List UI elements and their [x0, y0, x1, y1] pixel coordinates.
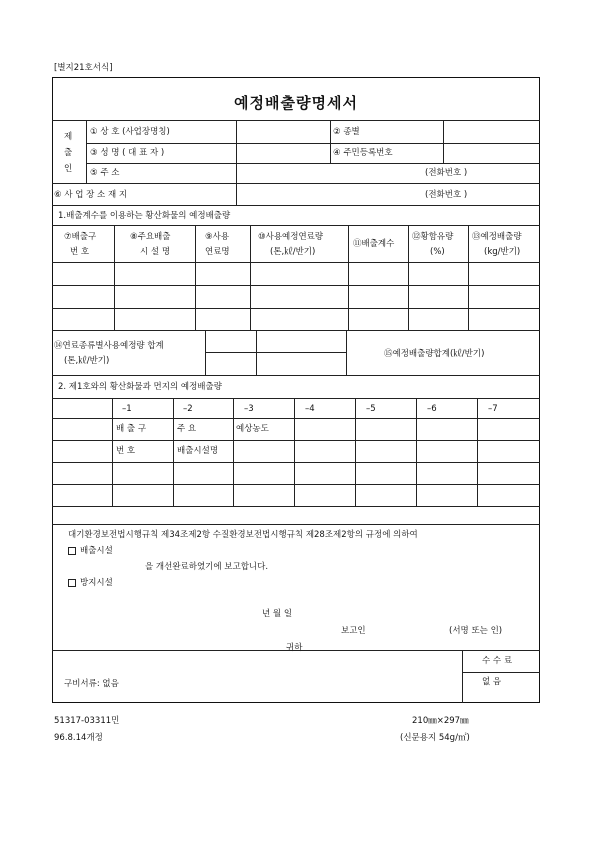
s2-col-1: –1 [122, 404, 132, 414]
s2-col-3: –3 [244, 404, 254, 414]
form-number: 51317-03311민 [54, 716, 120, 726]
option-discharge: 배출시설 [80, 546, 113, 556]
address-label: ⑤ 주 소 [90, 168, 120, 178]
s2-outlet-label: 배 출 구 [116, 424, 147, 434]
s2-facility-label: 배출시설명 [177, 446, 219, 456]
revision-date: 96.8.14개정 [54, 733, 103, 743]
col-expected-1: ⑬예정배출량 [472, 232, 522, 242]
emission-total-label: ⑮예정배출량합계(㎘/반기) [384, 349, 485, 359]
s2-number-label: 번 호 [116, 446, 136, 456]
col-fuel-amount-1: ⑩사용예정연료량 [258, 232, 324, 242]
s2-col-6: –6 [427, 404, 437, 414]
regulation-text: 대기환경보전법시행규칙 제34조제2항 수질환경보전법시행규칙 제28조제2항의 규정에 의하여 [68, 530, 418, 540]
col-expected-2: (kg/반기) [484, 247, 521, 257]
option-prevention: 방지시설 [80, 578, 113, 588]
paper-type: (신문용지 54g/㎡) [400, 733, 470, 743]
checkbox-discharge[interactable] [68, 547, 76, 555]
col-sulfur-1: ⑫황함유량 [412, 232, 454, 242]
representative-label: ③ 성 명 ( 대 표 자 ) [90, 148, 165, 158]
fee-label: 수 수 료 [482, 656, 513, 666]
s2-col-5: –5 [366, 404, 376, 414]
section2-heading: 2. 제1호와의 황산화물과 먼지의 예정배출량 [58, 382, 222, 392]
paper-size: 210㎜×297㎜ [412, 716, 469, 726]
col-outlet-no-1: ⑦배출구 [64, 232, 97, 242]
col-fuel-name-2: 연료명 [205, 247, 230, 257]
s2-col-2: –2 [183, 404, 193, 414]
date-line: 년 월 일 [262, 609, 293, 619]
s2-main-label: 주 요 [177, 424, 197, 434]
s2-concentration-label: 예상농도 [236, 424, 269, 434]
col-fuel-amount-2: (톤,㎘/반기) [270, 247, 316, 257]
applicant-label-1: 제 [64, 132, 73, 142]
reporter-label: 보고인 [341, 626, 366, 636]
s2-col-7: –7 [488, 404, 498, 414]
fee-value: 없 음 [482, 677, 502, 687]
col-fuel-name-1: ⑨사용 [205, 232, 230, 242]
site-location-label: ⑥ 사 업 장 소 재 지 [54, 190, 128, 200]
address-phone: (전화번호 ) [425, 168, 468, 178]
fuel-total-label-1: ⑭연료종류별사용예정량 합계 [54, 341, 164, 351]
business-type-label: ② 종별 [333, 127, 360, 137]
s2-col-4: –4 [305, 404, 315, 414]
signature-label: (서명 또는 인) [449, 626, 503, 636]
section1-heading: 1.배출계수를 이용하는 황산화물의 예정배출량 [58, 211, 231, 221]
applicant-label-3: 인 [64, 164, 73, 174]
site-phone: (전화번호 ) [425, 190, 468, 200]
fuel-total-label-2: (톤,㎘/반기) [64, 356, 110, 366]
attachments: 구비서류: 없음 [64, 679, 119, 689]
applicant-label-2: 출 [64, 148, 73, 158]
recipient-label: 귀하 [286, 643, 303, 653]
col-outlet-no-2: 번 호 [70, 247, 90, 257]
checkbox-prevention[interactable] [68, 579, 76, 587]
col-facility-2: 시 설 명 [140, 247, 171, 257]
form-title: 예정배출량명세서 [234, 94, 358, 112]
col-emission-factor: ⑪배출계수 [353, 239, 395, 249]
col-sulfur-2: (%) [430, 247, 445, 257]
form-code: [별지21호서식] [54, 63, 113, 73]
resident-no-label: ④ 주민등록번호 [333, 148, 393, 158]
col-facility-1: ⑧주요배출 [130, 232, 171, 242]
report-text: 을 개선완료하였기에 보고합니다. [145, 562, 269, 572]
company-label: ① 상 호 (사업장명칭) [90, 127, 170, 137]
